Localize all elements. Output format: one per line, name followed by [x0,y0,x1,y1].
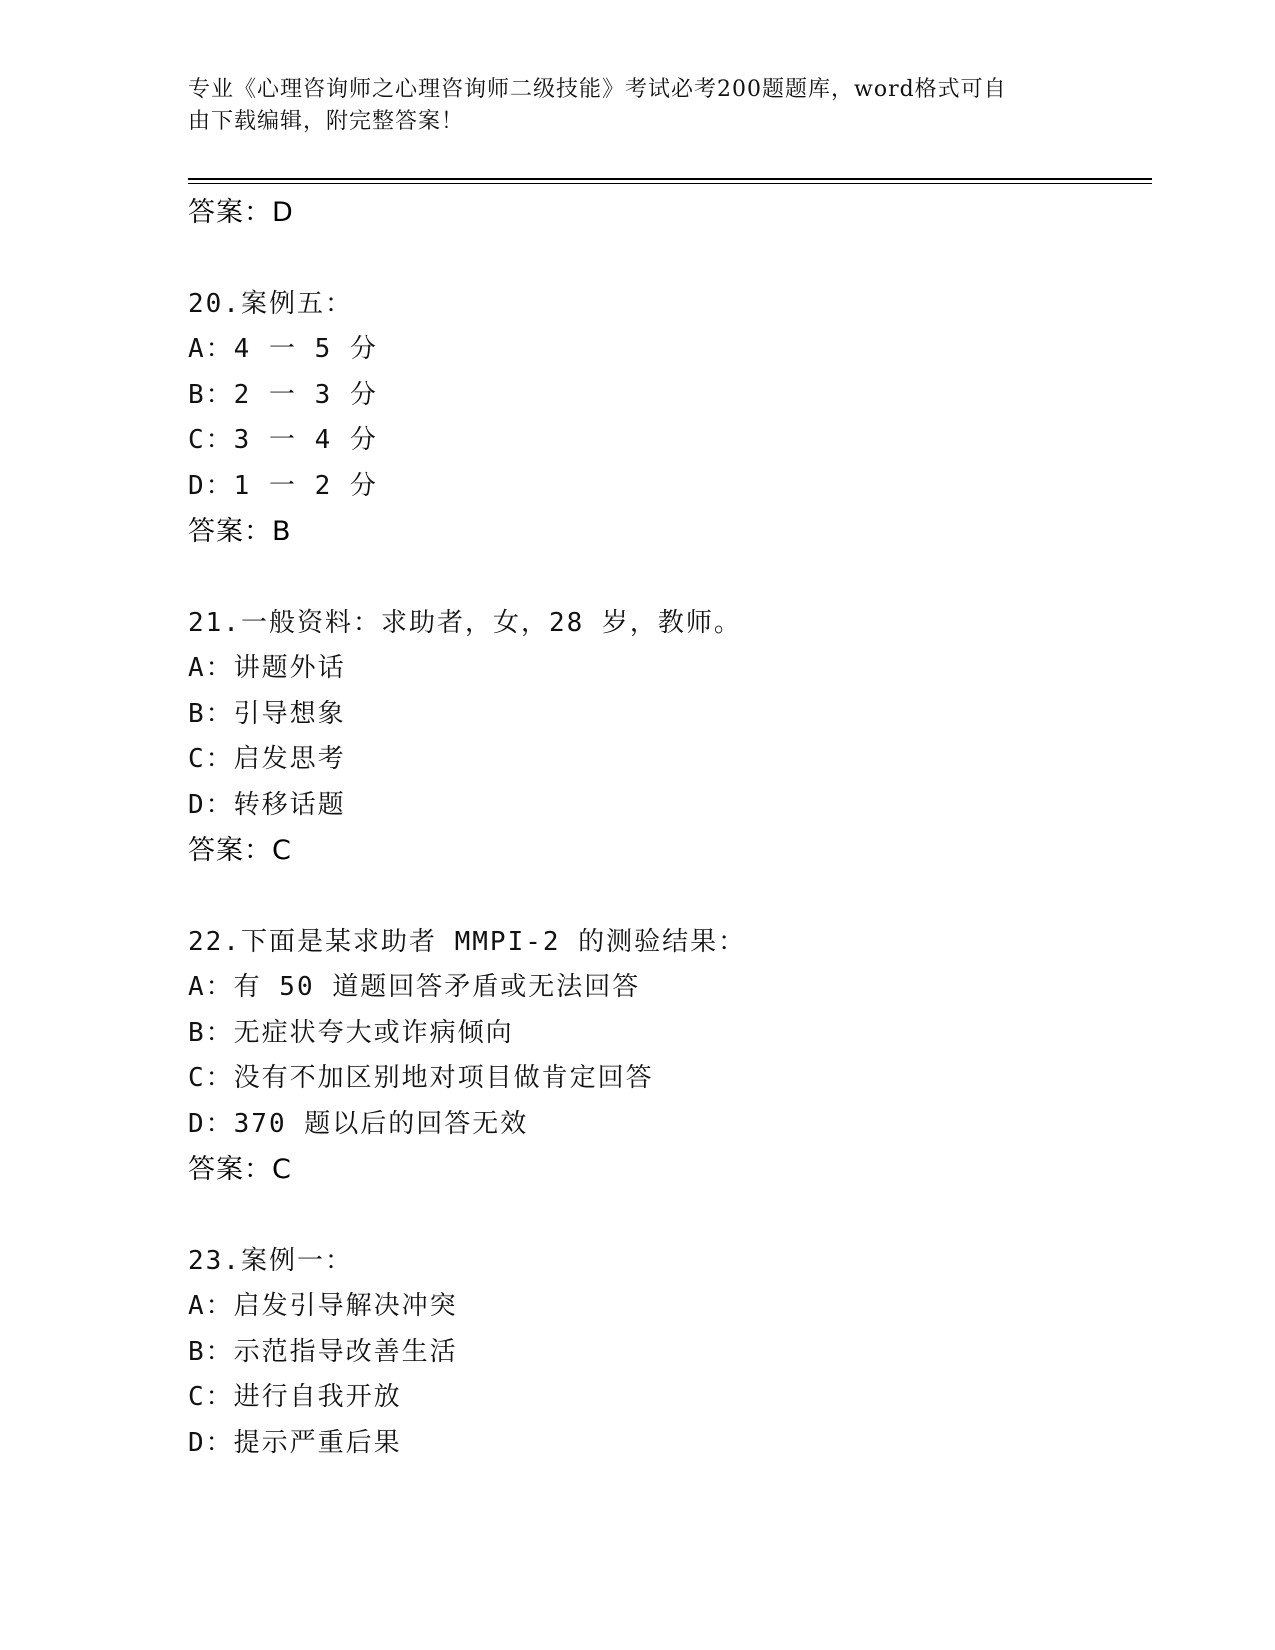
spacer [188,236,1148,282]
header-divider-thin [188,183,1152,184]
option-c: C：没有不加区别地对项目做肯定回答 [188,1063,654,1093]
option-c: C：进行自我开放 [188,1382,402,1412]
question-list [188,190,1148,1466]
question-title: 20.案例五： [188,288,353,319]
document-header [188,74,1068,138]
question-22 [188,920,1148,1193]
answer-line: 答案：C [188,835,292,866]
option-b: B：引导想象 [188,698,346,729]
question-title: 22.下面是某求助者 MMPI-2 的测验结果： [188,926,747,957]
spacer [188,874,1148,920]
option-a: A：启发引导解决冲突 [188,1291,458,1321]
spacer [188,555,1148,601]
question-title: 23.案例一： [188,1245,353,1276]
option-a: A：有 50 道题回答矛盾或无法回答 [188,972,641,1002]
option-c: C：启发思考 [188,744,346,774]
header-line-2: 由下载编辑，附完整答案！ [188,109,465,134]
option-c: C：3 一 4 分 [188,425,378,455]
option-d: D：370 题以后的回答无效 [188,1108,529,1139]
option-b: B：无症状夸大或诈病倾向 [188,1017,514,1048]
option-d: D：提示严重后果 [188,1427,402,1458]
question-21 [188,601,1148,874]
question-23 [188,1239,1148,1467]
option-b: B：示范指导改善生活 [188,1336,458,1367]
option-b: B：2 一 3 分 [188,379,378,410]
spacer [188,1193,1148,1239]
option-a: A：讲题外话 [188,653,346,683]
answer-line: 答案：B [188,516,292,547]
answer-line: 答案：D [188,197,294,228]
header-line-1: 专业《心理咨询师之心理咨询师二级技能》考试必考200题题库，word格式可自 [188,77,1007,102]
header-divider-thick [188,178,1152,180]
question-20 [188,282,1148,555]
question-title: 21.一般资料：求助者，女，28 岁，教师。 [188,607,742,638]
option-d: D：转移话题 [188,789,346,820]
answer-line: 答案：C [188,1154,292,1185]
option-d: D：1 一 2 分 [188,470,378,501]
option-a: A：4 一 5 分 [188,334,378,364]
